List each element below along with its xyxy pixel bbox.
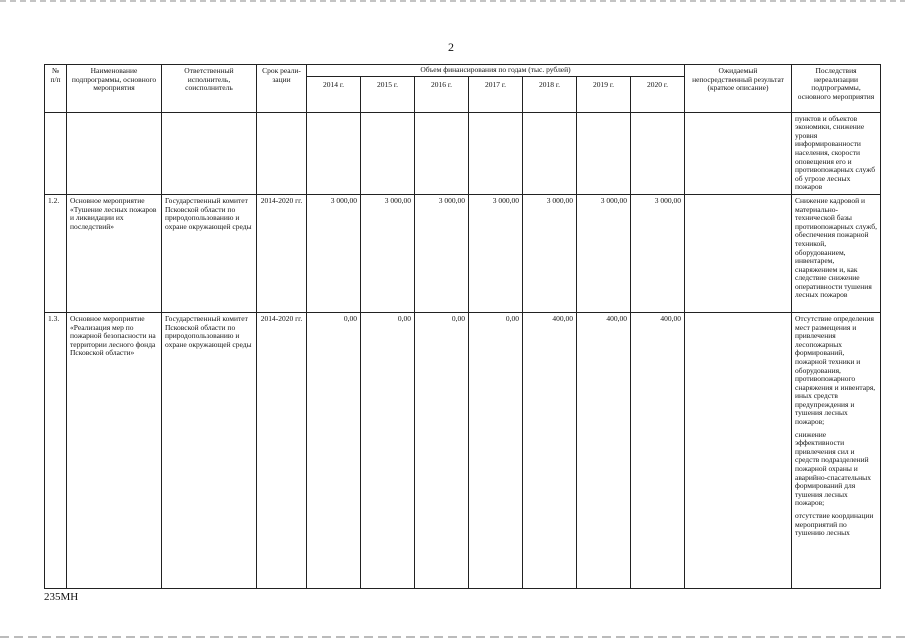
row-value: 3 000,00 (361, 194, 415, 312)
row-value: 3 000,00 (415, 194, 469, 312)
consequence-text: Снижение кадровой и материально-технической базы противопожарных служб, обеспечения пожарной техникой, оборудованием, инвентарем, снаряжением и, как следствие снижение оперативности тушения лесных пожаров (795, 195, 877, 300)
header-year: 2019 г. (577, 76, 631, 112)
row-value: 0,00 (307, 312, 361, 588)
row-executor: Государственный комитет Псковской области по природопользованию и охране окружающей среды (162, 312, 257, 588)
header-year: 2017 г. (469, 76, 523, 112)
row-value: 3 000,00 (307, 194, 361, 312)
row-value: 3 000,00 (469, 194, 523, 312)
header-year: 2014 г. (307, 76, 361, 112)
row-term: 2014-2020 гг. (257, 312, 307, 588)
row-value: 0,00 (361, 312, 415, 588)
row-term: 2014-2020 гг. (257, 194, 307, 312)
header-year: 2020 г. (631, 76, 685, 112)
row-consequences (792, 312, 881, 588)
row-consequences (792, 194, 881, 312)
continuation-text: пунктов и объектов экономики, снижение уровня информированности населения, скорости оповещения его и противопожарных служб об угрозе лесных пожаров (792, 112, 881, 194)
document-code: 235МН (44, 591, 79, 603)
scan-edge-bottom (0, 636, 905, 638)
header-consequences: Последствия нереализации подпрограммы, основного мероприятия (792, 65, 881, 113)
row-executor: Государственный комитет Псковской области по природопользованию и охране окружающей среды (162, 194, 257, 312)
scan-edge-top (0, 0, 905, 2)
header-year: 2016 г. (415, 76, 469, 112)
consequence-text: снижение эффективности привлечения сил и средств подразделений пожарной охраны и аварийно-спасательных формирований для тушения лесных пожаров; (795, 429, 871, 508)
row-value: 3 000,00 (631, 194, 685, 312)
row-value: 0,00 (415, 312, 469, 588)
header-year: 2015 г. (361, 76, 415, 112)
header-executor: Ответственный исполнитель, соисполнитель (162, 65, 257, 113)
consequence-text: Отсутствие определения мест размещения и привлечения лесопожарных формирований, пожарной техники и оборудования, противопожарного снаряжения и инвентаря, иных средств предупреждения и тушения лесных пожаров; (795, 313, 876, 427)
row-name: Основное мероприятие «Тушение лесных пожаров и ликвидации их последствий» (67, 194, 162, 312)
financing-table (44, 64, 881, 589)
row-value: 3 000,00 (577, 194, 631, 312)
header-term: Срок реали-зации (257, 65, 307, 113)
header-num: № п/п (45, 65, 67, 113)
table-row-continuation (45, 112, 881, 194)
table-row (45, 194, 881, 312)
row-result (685, 194, 792, 312)
row-num: 1.3. (45, 312, 67, 588)
row-value: 400,00 (577, 312, 631, 588)
row-num: 1.2. (45, 194, 67, 312)
header-year: 2018 г. (523, 76, 577, 112)
header-financing: Объем финансирования по годам (тыс. рублей) (307, 65, 685, 77)
row-value: 3 000,00 (523, 194, 577, 312)
row-name: Основное мероприятие «Реализация мер по пожарной безопасности на территории лесного фонда Псковской области» (67, 312, 162, 588)
row-value: 0,00 (469, 312, 523, 588)
row-result (685, 312, 792, 588)
table-row (45, 312, 881, 588)
page-number: 2 (448, 40, 454, 54)
row-value: 400,00 (631, 312, 685, 588)
consequence-text: отсутствие координации мероприятий по тушению лесных (795, 511, 874, 538)
header-result: Ожидаемый непосредственный результат (краткое описание) (685, 65, 792, 113)
header-name: Наименование подпрограммы, основного мероприятия (67, 65, 162, 113)
row-value: 400,00 (523, 312, 577, 588)
